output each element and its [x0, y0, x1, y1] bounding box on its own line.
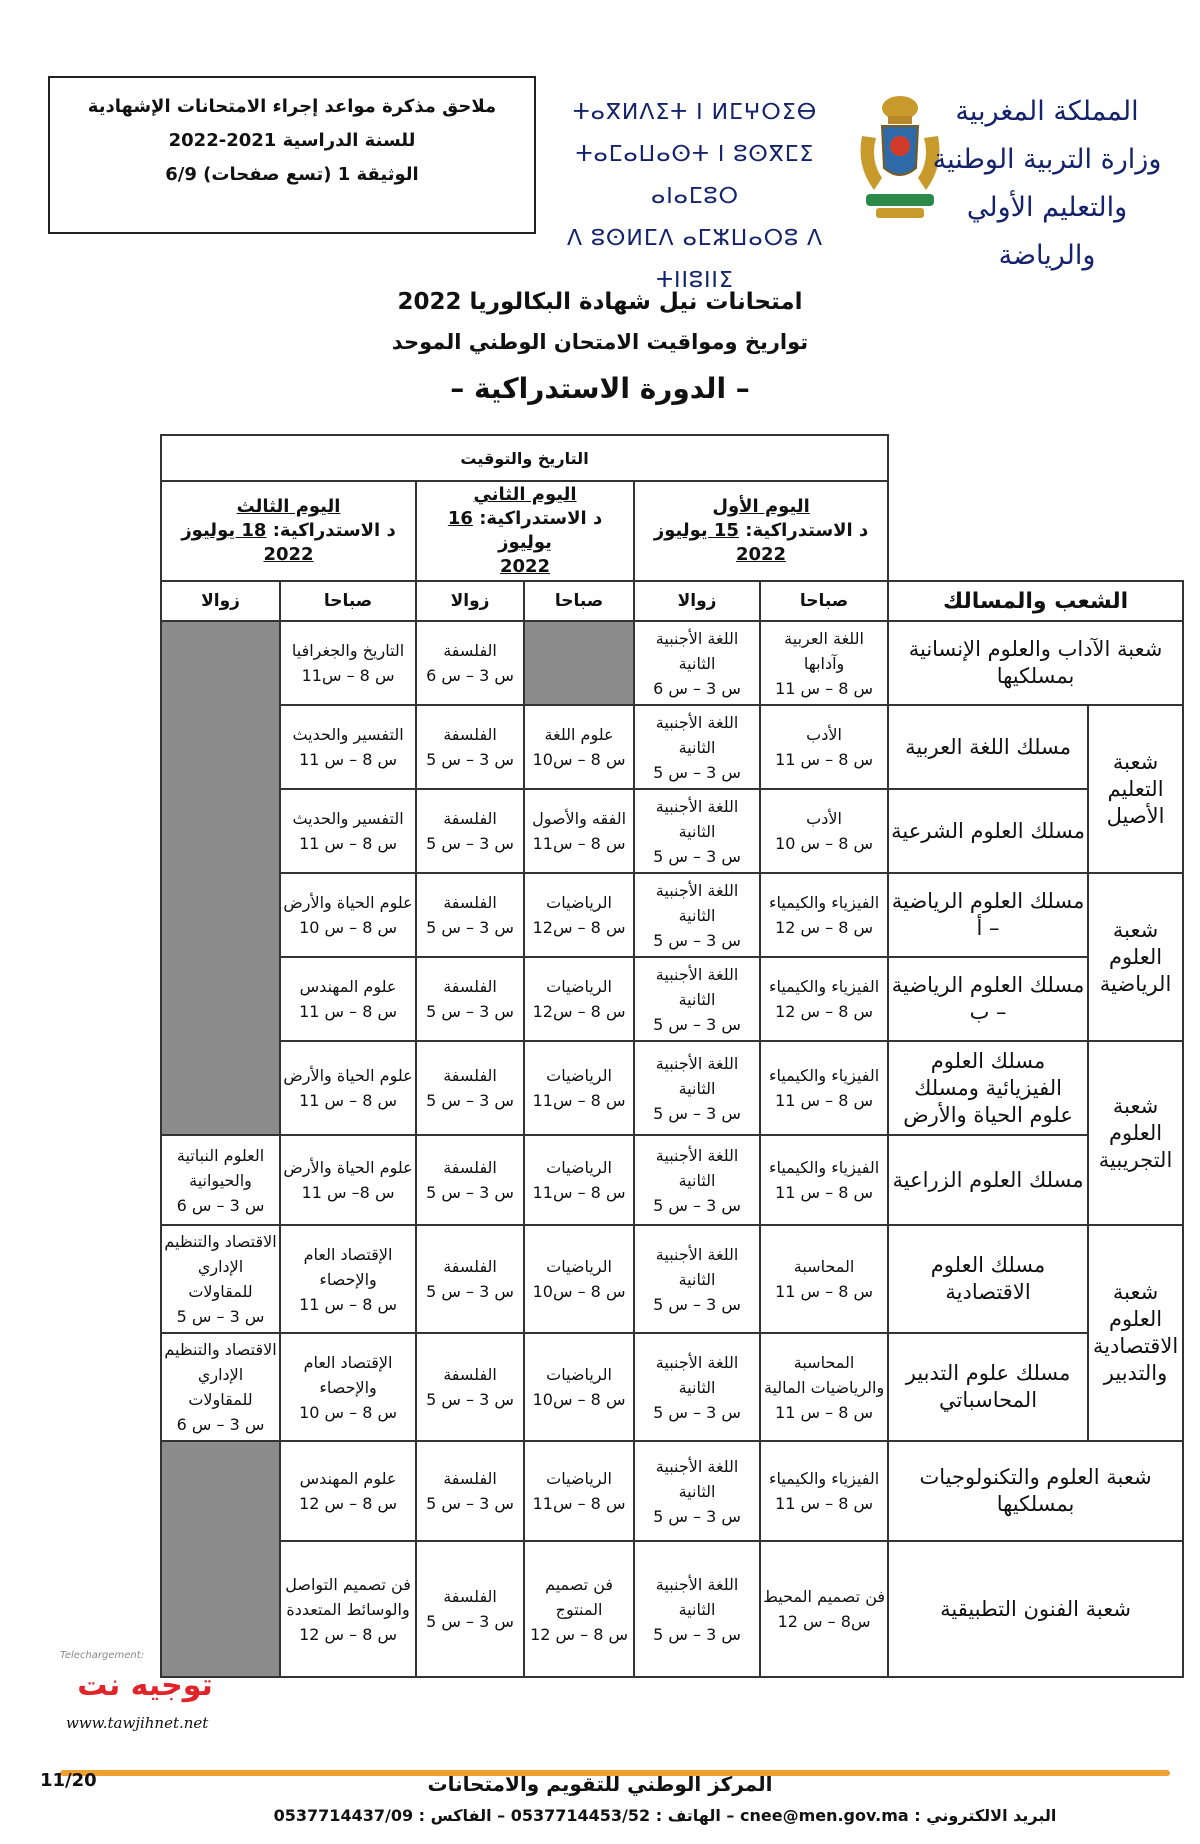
exam-cell: [760, 1041, 888, 1135]
exam-cell: [634, 621, 760, 705]
exam-cell: [280, 1041, 416, 1135]
exam-cell: [634, 1541, 760, 1677]
day-3-morning-header: صباحا: [280, 581, 416, 621]
exam-cell: [161, 1333, 280, 1441]
tifinagh-line-1: ⵜⴰⴳⵍⴷⵉⵜ ⵏ ⵍⵎⵖⵔⵉⴱ: [572, 100, 818, 125]
day-3-date: 18 يوليوز: [181, 520, 267, 541]
subject: الفيزياء والكيمياء: [768, 977, 880, 996]
subject: اللغة الأجنبية الثانية: [655, 1574, 739, 1619]
day-1-date: 15 يوليوز: [653, 520, 739, 541]
exam-cell: [634, 873, 760, 957]
exam-cell: [280, 789, 416, 873]
exam-cell: [524, 705, 634, 789]
subject: الرياضيات: [546, 1365, 612, 1384]
day-3-header: [161, 481, 416, 581]
exam-cell: [760, 1333, 888, 1441]
exam-cell: [760, 1135, 888, 1225]
day-2-afternoon-header: زوالا: [416, 581, 524, 621]
exam-cell: [161, 1135, 280, 1225]
exam-cell: [280, 1441, 416, 1541]
subject: اللغة الأجنبية الثانية: [655, 880, 739, 925]
time: س 3 – س 5: [426, 918, 514, 937]
subject: علوم المهندس: [299, 977, 397, 996]
day-2-date: 16 يوليوز: [447, 508, 552, 553]
subject: الأدب: [806, 809, 842, 828]
exam-cell: [280, 621, 416, 705]
subject: اللغة الأجنبية الثانية: [655, 628, 739, 673]
subject: فن تصميم التواصل والوسائط المتعددة: [285, 1574, 411, 1619]
subject: اللغة الأجنبية الثانية: [655, 712, 739, 757]
track-name: مسلك اللغة العربية: [888, 705, 1088, 789]
exam-cell: [280, 957, 416, 1041]
time: س 8 – س 12: [299, 1624, 398, 1644]
email-address: cnee@men.gov.ma: [739, 1806, 909, 1825]
time: س 3 – س 5: [653, 762, 741, 782]
time: س 3 – س 5: [653, 1624, 741, 1644]
exam-cell: [280, 1135, 416, 1225]
time: س 3 – س 5: [653, 1195, 741, 1215]
subject: فن تصميم المنتوج: [545, 1574, 614, 1619]
table-row: [39, 1135, 1183, 1225]
day-3-year: 2022: [263, 544, 314, 565]
table-row: [39, 621, 1183, 705]
logo-url: www.tawjihnet.net: [66, 1714, 209, 1732]
subject: التفسير والحديث: [292, 809, 404, 828]
track-name: مسلك العلوم الاقتصادية: [888, 1225, 1088, 1333]
time: س 3 – س 5: [426, 1091, 514, 1110]
reference-line-1: ملاحق مذكرة مواعد إجراء الامتحانات الإشهادية: [87, 96, 497, 117]
subject: اللغة الأجنبية الثانية: [655, 1244, 739, 1289]
subject: اللغة الأجنبية الثانية: [655, 1352, 739, 1397]
subject: الفيزياء والكيمياء: [768, 1469, 880, 1488]
subject: الفلسفة: [443, 725, 497, 744]
branch-name: شعبة التعليم الأصيل: [1088, 705, 1183, 873]
subject: التفسير والحديث: [292, 725, 404, 744]
day-1-prefix: د الاستدراكية:: [745, 520, 869, 541]
day-1-year: 2022: [735, 544, 787, 565]
exam-cell: [416, 1333, 524, 1441]
time: س 3 – س 5: [653, 1014, 741, 1034]
ministry-line-1: المملكة المغربية: [955, 96, 1139, 127]
day-2-prefix: د الاستدراكية:: [479, 508, 603, 529]
exam-cell: [416, 1041, 524, 1135]
time: س 3 – س 6: [176, 1195, 265, 1215]
exam-cell: [760, 1225, 888, 1333]
time: س8 – س 12: [777, 1612, 871, 1631]
exam-cell: [524, 1541, 634, 1677]
subject: الفلسفة: [443, 1469, 497, 1488]
exam-cell: [634, 957, 760, 1041]
time: س 8 – س 10: [775, 834, 874, 853]
subject: الفلسفة: [443, 1158, 497, 1177]
time: س 8 – س 11: [775, 678, 874, 698]
exam-cell: [524, 1135, 634, 1225]
time: س 8 – س 10: [299, 1402, 398, 1422]
tifinagh-line-2: ⵜⴰⵎⴰⵡⴰⵙⵜ ⵏ ⵓⵙⴳⵎⵉ ⴰⵏⴰⵎⵓⵔ: [575, 142, 815, 209]
track-name: مسلك العلوم الشرعية: [888, 789, 1088, 873]
subject: الفيزياء والكيمياء: [768, 1066, 880, 1085]
day-1-morning-header: صباحا: [760, 581, 888, 621]
subject: اللغة الأجنبية الثانية: [655, 1145, 739, 1190]
exam-cell: [416, 789, 524, 873]
time: س 8 – س 11: [299, 1091, 398, 1110]
footer-contact: [160, 1806, 1170, 1825]
time: س 3 – س 5: [176, 1307, 265, 1326]
day-2-morning-header: صباحا: [524, 581, 634, 621]
day-2-header: [416, 481, 634, 581]
time: س 8 – س 12: [530, 1624, 629, 1644]
day-2-name: اليوم الثاني: [473, 484, 577, 505]
subject: الفلسفة: [443, 1257, 497, 1276]
watermark-text: Telechargement:: [60, 1650, 145, 1661]
subject: الاقتصاد والتنظيم الإداري للمقاولات: [164, 1232, 277, 1301]
exam-title: امتحانات نيل شهادة البكالوريا 2022: [397, 289, 803, 315]
table-row: [39, 1225, 1183, 1333]
time: س 3 – س 5: [426, 1390, 514, 1409]
exam-cell: [634, 1225, 760, 1333]
subject: المحاسبة والرياضيات المالية: [763, 1352, 885, 1397]
subject: الفلسفة: [443, 1066, 497, 1085]
subject: اللغة الأجنبية الثانية: [655, 1053, 739, 1098]
time: س 8 – س11: [532, 1091, 626, 1110]
subject: علوم الحياة والأرض: [283, 1158, 413, 1177]
time: س 8 – س10: [532, 1390, 626, 1409]
track-name: مسلك العلوم الزراعية: [888, 1135, 1088, 1225]
exam-cell: [760, 789, 888, 873]
time: س 3 – س 6: [653, 678, 741, 698]
exam-cell: [524, 1225, 634, 1333]
exam-cell: [161, 1225, 280, 1333]
document-reference-box: [48, 76, 536, 234]
exam-cell: [760, 1441, 888, 1541]
time: س 3 – س 5: [426, 1183, 514, 1202]
subject: اللغة الأجنبية الثانية: [655, 964, 739, 1009]
exam-cell: [416, 873, 524, 957]
subject: الفلسفة: [443, 1365, 497, 1384]
subject: الفلسفة: [443, 1587, 497, 1606]
subject: الإقتصاد العام والإحصاء: [303, 1244, 393, 1289]
tracks-header: الشعب والمسالك: [888, 581, 1183, 621]
subject: الفلسفة: [443, 809, 497, 828]
subject: العلوم النباتية والحيوانية: [176, 1145, 265, 1190]
track-name: مسلك علوم التدبير المحاسباتي: [888, 1333, 1088, 1441]
subject: المحاسبة: [793, 1257, 855, 1276]
subject: اللغة الأجنبية الثانية: [655, 796, 739, 841]
ministry-name-arabic: [922, 88, 1172, 280]
exam-cell: [280, 1541, 416, 1677]
exam-cell: [416, 957, 524, 1041]
ministry-line-2: وزارة التربية الوطنية: [932, 144, 1162, 175]
exam-cell: [634, 1441, 760, 1541]
subject: الرياضيات: [546, 893, 612, 912]
track-name: مسلك العلوم الفيزيائية ومسلك علوم الحياة والأرض: [888, 1041, 1088, 1135]
time: س 3 – س 5: [653, 930, 741, 950]
day-3-afternoon-header: زوالا: [161, 581, 280, 621]
subject: الرياضيات: [546, 1257, 612, 1276]
track-name: مسلك العلوم الرياضية – أ: [888, 873, 1088, 957]
time: س 8 – س 11: [775, 1183, 874, 1202]
branch-name: شعبة العلوم التجريبية: [1088, 1041, 1183, 1225]
exam-cell: [416, 621, 524, 705]
exam-cell: [760, 1541, 888, 1677]
subject: الفيزياء والكيمياء: [768, 893, 880, 912]
time: س 8 – س 11: [775, 1091, 874, 1110]
table-row: [39, 1333, 1183, 1441]
time: س 8 – س11: [301, 666, 395, 685]
exam-cell: [524, 1041, 634, 1135]
time: س 8 – س 11: [299, 750, 398, 769]
exam-cell: [280, 1225, 416, 1333]
exam-cell: [760, 621, 888, 705]
time: س 3 – س 5: [653, 1294, 741, 1314]
tifinagh-line-3: ⴷ ⵓⵙⵍⵎⴷ ⴰⵎⵣⵡⴰⵔⵓ ⴷ ⵜⵏⵏⵓⵏⵏⵉ: [566, 226, 824, 293]
time: س 8 – س10: [532, 1282, 626, 1301]
table-row: [39, 1441, 1183, 1541]
track-name: شعبة الآداب والعلوم الإنسانية بمسلكيها: [888, 621, 1183, 705]
exam-cell: [280, 873, 416, 957]
footer-institution: المركز الوطني للتقويم والامتحانات: [427, 1772, 773, 1796]
exam-cell: [524, 789, 634, 873]
reference-line-2: للسنة الدراسية 2021-2022: [168, 130, 416, 151]
subject: اللغة الأجنبية الثانية: [655, 1456, 739, 1501]
time: س 8 – س 11: [775, 750, 874, 769]
time: س 3 – س 5: [426, 834, 514, 853]
subject: الإقتصاد العام والإحصاء: [303, 1352, 393, 1397]
exam-cell: [416, 1441, 524, 1541]
exam-cell: [524, 1441, 634, 1541]
exam-cell: [416, 1135, 524, 1225]
time: س 3 – س 5: [653, 1506, 741, 1526]
subject: الرياضيات: [546, 1158, 612, 1177]
day-1-header: [634, 481, 888, 581]
subject: الرياضيات: [546, 977, 612, 996]
time: س 3 – س 5: [653, 1103, 741, 1123]
exam-cell: [634, 789, 760, 873]
time: س 3 – س 5: [653, 1402, 741, 1422]
time: س 8– س 11: [301, 1183, 395, 1202]
exam-cell: [634, 1333, 760, 1441]
day-1-name: اليوم الأول: [712, 496, 810, 517]
exam-cell: [524, 1333, 634, 1441]
track-name: شعبة العلوم والتكنولوجيات بمسلكيها: [888, 1441, 1183, 1541]
session-title: – الدورة الاستدراكية –: [450, 372, 750, 405]
time: س 3 – س 5: [426, 1002, 514, 1021]
day-3-name: اليوم الثالث: [236, 496, 341, 517]
exam-subtitle: تواريخ ومواقيت الامتحان الوطني الموحد: [391, 330, 809, 354]
time: س 3 – س 5: [426, 1494, 514, 1513]
time: س 3 – س 6: [176, 1415, 265, 1434]
time: س 3 – س 6: [426, 666, 514, 685]
exam-cell: [634, 705, 760, 789]
track-name: مسلك العلوم الرياضية – ب: [888, 957, 1088, 1041]
subject: علوم الحياة والأرض: [283, 893, 413, 912]
time: س 8 – س11: [532, 834, 626, 853]
no-exam-cell: [524, 621, 634, 705]
exam-cell: [524, 873, 634, 957]
date-time-header: التاريخ والتوقيت: [161, 435, 888, 481]
time: س 8 – س 11: [299, 1002, 398, 1021]
time: س 8 – س10: [532, 750, 626, 769]
exam-cell: [416, 1541, 524, 1677]
exam-titles: [300, 282, 900, 416]
time: س 3 – س 5: [426, 750, 514, 769]
subject: الفقه والأصول: [532, 809, 627, 828]
phone-number: 0537714453/52: [510, 1806, 651, 1825]
time: س 8 – س 12: [299, 1494, 398, 1513]
time: س 3 – س 5: [426, 1282, 514, 1301]
subject: علوم الحياة والأرض: [283, 1066, 413, 1085]
exam-cell: [416, 1225, 524, 1333]
page-number: 11/20: [40, 1770, 97, 1791]
subject: الرياضيات: [546, 1066, 612, 1085]
subject: علوم اللغة: [544, 725, 614, 744]
subject: الفيزياء والكيمياء: [768, 1158, 880, 1177]
time: س 8 – س 11: [299, 834, 398, 853]
email-label: البريد الالكتروني :: [914, 1806, 1057, 1825]
exam-cell: [416, 705, 524, 789]
subject: الفلسفة: [443, 893, 497, 912]
subject: الرياضيات: [546, 1469, 612, 1488]
time: س 8 – س12: [532, 1002, 626, 1021]
time: س 8 – س 11: [775, 1494, 874, 1513]
logo-brand: توجيه نت: [77, 1668, 213, 1703]
subject: الفلسفة: [443, 977, 497, 996]
subject: الأدب: [806, 725, 842, 744]
exam-cell: [524, 957, 634, 1041]
exam-cell: [760, 873, 888, 957]
tawjihnet-logo: [60, 1650, 230, 1740]
no-exam-cell: [161, 1441, 280, 1677]
exam-schedule-table: [38, 434, 1184, 1678]
no-exam-cell: [161, 621, 280, 1135]
subject: علوم المهندس: [299, 1469, 397, 1488]
fax-number: 0537714437/09: [273, 1806, 414, 1825]
day-1-afternoon-header: زوالا: [634, 581, 760, 621]
ministry-name-tifinagh: [560, 92, 830, 302]
time: س 8 – س12: [532, 918, 626, 937]
time: س 8 – س11: [532, 1494, 626, 1513]
time: س 3 – س 5: [426, 1612, 514, 1631]
subject: اللغة العربية وآدابها: [784, 628, 864, 673]
subject: الفلسفة: [443, 641, 497, 660]
exam-cell: [634, 1135, 760, 1225]
subject: الاقتصاد والتنظيم الإداري للمقاولات: [164, 1340, 277, 1409]
exam-cell: [280, 1333, 416, 1441]
time: س 8 – س 11: [775, 1282, 874, 1301]
fax-label: – الفاكس :: [418, 1806, 506, 1825]
day-3-prefix: د الاستدراكية:: [272, 520, 396, 541]
time: س 8 – س 10: [299, 918, 398, 937]
ministry-line-3: والتعليم الأولي والرياضة: [966, 192, 1128, 271]
exam-cell: [760, 705, 888, 789]
time: س 3 – س 5: [653, 846, 741, 866]
time: س 8 – س 12: [775, 918, 874, 937]
branch-name: شعبة العلوم الرياضية: [1088, 873, 1183, 1041]
subject: التاريخ والجغرافيا: [291, 641, 405, 660]
exam-cell: [280, 705, 416, 789]
phone-label: – الهاتف :: [655, 1806, 735, 1825]
day-2-year: 2022: [499, 556, 551, 577]
reference-line-3: الوثيقة 1 (تسع صفحات) 6/9: [165, 164, 419, 185]
time: س 8 – س 11: [299, 1294, 398, 1314]
subject: فن تصميم المحيط: [763, 1587, 886, 1606]
branch-name: شعبة العلوم الاقتصادية والتدبير: [1088, 1225, 1183, 1441]
time: س 8 – س 11: [775, 1402, 874, 1422]
time: س 8 – س11: [532, 1183, 626, 1202]
time: س 8 – س 12: [775, 1002, 874, 1021]
exam-cell: [634, 1041, 760, 1135]
exam-cell: [760, 957, 888, 1041]
track-name: شعبة الفنون التطبيقية: [888, 1541, 1183, 1677]
